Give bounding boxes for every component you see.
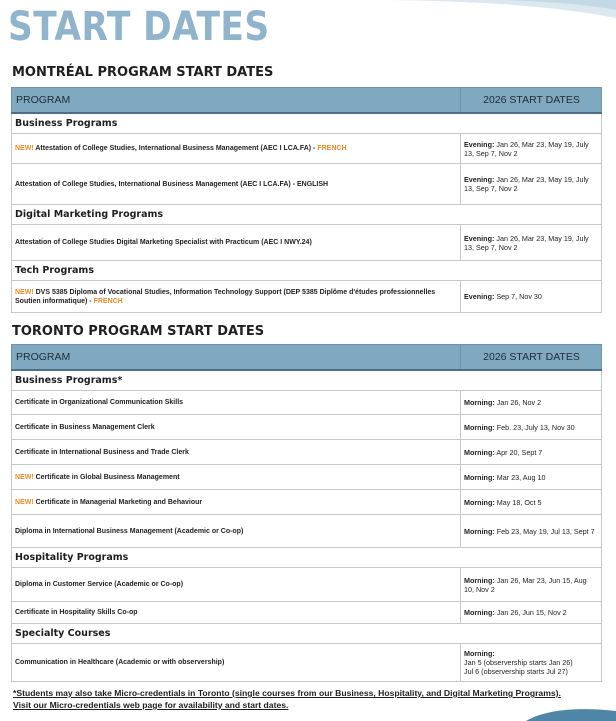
program-name: Certificate in Hospitality Skills Co-op [15, 609, 138, 616]
program-name-cell [12, 465, 461, 490]
start-dates-text: Jan 26, Mar 23, May 19, July 13, Sep 7, Nov 2 [464, 233, 589, 252]
start-dates-cell [461, 225, 602, 261]
program-name: Certificate in Global Business Management [35, 473, 180, 481]
schedule-label: Morning: [464, 398, 495, 407]
schedule-label: Morning: [464, 526, 495, 536]
program-name: Certificate in Business Management Clerk [15, 423, 155, 431]
program-row [12, 164, 602, 205]
category-label: Business Programs* [12, 370, 602, 391]
program-row [12, 225, 602, 261]
start-dates-text: Jan 26, Mar 23, May 19, July 13, Sep 7, Nov 2 [464, 139, 589, 158]
start-dates-text: Sep 7, Nov 30 [496, 292, 542, 301]
program-name: Certificate in Managerial Marketing and Behaviour [35, 498, 203, 506]
schedule-label: Morning: [464, 649, 495, 658]
program-row [12, 515, 602, 548]
category-row [12, 261, 602, 281]
start-dates-text: Feb 23, May 19, Jul 13, Sept 7 [496, 526, 595, 536]
decorative-swoosh-top [386, 0, 616, 18]
program-name: Attestation of College Studies, International Business Management (AEC I LCA.FA) - [35, 145, 318, 152]
program-name-cell [12, 644, 461, 682]
program-name: DVS 5385 Diploma of Vocational Studies, Information Technology Support (DEP 5385 Diplôme d'études professionnelles Soutien informatique) - [15, 288, 436, 305]
footnote [13, 687, 613, 711]
start-dates-cell [461, 281, 602, 313]
language-tag: FRENCH [317, 145, 347, 152]
program-name-cell [12, 415, 461, 440]
start-dates-cell [461, 490, 602, 515]
program-name-cell [12, 602, 461, 624]
program-name: Certificate in Organizational Communication Skills [15, 399, 184, 406]
montreal-table-body [12, 113, 602, 313]
new-badge: NEW! [15, 288, 34, 296]
start-dates-line: Jan 5 (observership starts Jan 26) [464, 658, 573, 667]
schedule-label: Morning: [464, 497, 495, 507]
start-dates-column-header: 2026 START DATES [461, 345, 602, 371]
toronto-table-body [12, 370, 602, 682]
category-label: Tech Programs [12, 261, 602, 281]
montreal-heading: MONTRÉAL PROGRAM START DATES [12, 65, 274, 80]
start-dates-text: Jan 26, Nov 2 [496, 398, 542, 407]
start-dates-cell [461, 602, 602, 624]
category-row [12, 624, 602, 644]
program-name-cell [12, 490, 461, 515]
category-row [12, 548, 602, 568]
micro-credentials-link[interactable]: Visit our Micro-credentials web page for availability and start dates. [13, 700, 289, 710]
program-column-header: PROGRAM [12, 345, 461, 371]
start-dates-cell [461, 568, 602, 602]
category-label: Business Programs [12, 113, 602, 134]
program-name-cell [12, 164, 461, 205]
footnote-line-1: *Students may also take Micro-credentials in Toronto (single courses from our Business, Hospitality, and Digital Marketing Programs). [13, 688, 561, 698]
language-tag: FRENCH [93, 297, 123, 305]
program-name-cell [12, 440, 461, 465]
start-dates-cell [461, 415, 602, 440]
start-dates-cell [461, 164, 602, 205]
schedule-label: Morning: [464, 472, 495, 482]
start-dates-cell [461, 644, 602, 682]
program-name: Attestation of College Studies Digital Marketing Specialist with Practicum (AEC I NWY.24) [15, 239, 312, 246]
new-badge: NEW! [15, 145, 34, 152]
montreal-schedule-table [11, 87, 602, 313]
category-row [12, 205, 602, 225]
program-name: Communication in Healthcare (Academic or with observership) [15, 659, 225, 666]
category-label: Hospitality Programs [12, 548, 602, 568]
program-name: Attestation of College Studies, International Business Management (AEC I LCA.FA) - ENGLISH [15, 180, 329, 188]
program-name: Diploma in International Business Management (Academic or Co-op) [15, 527, 244, 535]
program-row [12, 602, 602, 624]
new-badge: NEW! [15, 473, 34, 481]
start-dates-text: May 18, Oct 5 [496, 497, 542, 507]
schedule-label: Evening: [464, 175, 495, 184]
toronto-schedule-table [11, 344, 602, 682]
program-name-cell [12, 225, 461, 261]
program-name-cell [12, 568, 461, 602]
program-name-cell [12, 391, 461, 415]
schedule-label: Morning: [464, 447, 495, 457]
toronto-heading: TORONTO PROGRAM START DATES [12, 324, 265, 339]
new-badge: NEW! [15, 498, 34, 506]
schedule-label: Evening: [464, 233, 495, 243]
program-column-header: PROGRAM [12, 88, 461, 114]
start-dates-text: Jan 26, Jun 15, Nov 2 [496, 608, 567, 617]
start-dates-text: Feb. 23, July 13, Nov 30 [496, 422, 575, 432]
schedule-label: Morning: [464, 575, 495, 585]
start-dates-cell [461, 391, 602, 415]
category-label: Specialty Courses [12, 624, 602, 644]
schedule-label: Evening: [464, 292, 495, 301]
program-row [12, 644, 602, 682]
program-row [12, 415, 602, 440]
decorative-swoosh-bottom [526, 707, 616, 721]
start-dates-cell [461, 134, 602, 164]
start-dates-cell [461, 440, 602, 465]
program-row [12, 391, 602, 415]
start-dates-line: Jul 6 (observership starts Jul 27) [464, 667, 568, 676]
start-dates-cell [461, 515, 602, 548]
start-dates-cell [461, 465, 602, 490]
schedule-label: Morning: [464, 608, 495, 617]
start-dates-text: Jan 26, Mar 23, May 19, July 13, Sep 7, Nov 2 [464, 175, 589, 193]
schedule-label: Evening: [464, 139, 495, 149]
program-row [12, 465, 602, 490]
program-name-cell [12, 134, 461, 164]
program-row [12, 490, 602, 515]
program-name-cell [12, 515, 461, 548]
schedule-label: Morning: [464, 422, 495, 432]
program-row [12, 568, 602, 602]
program-row [12, 134, 602, 164]
program-row [12, 281, 602, 313]
category-row [12, 370, 602, 391]
program-row [12, 440, 602, 465]
start-dates-text: Jan 26, Mar 23, Jun 15, Aug 10, Nov 2 [464, 575, 587, 594]
start-dates-column-header: 2026 START DATES [461, 88, 602, 114]
category-label: Digital Marketing Programs [12, 205, 602, 225]
program-name-cell [12, 281, 461, 313]
category-row [12, 113, 602, 134]
program-name: Diploma in Customer Service (Academic or Co-op) [15, 581, 184, 588]
start-dates-text: Apr 20, Sept 7 [496, 447, 543, 457]
program-name: Certificate in International Business and Trade Clerk [15, 448, 189, 456]
start-dates-text: Mar 23, Aug 10 [496, 472, 546, 482]
page-title: START DATES [8, 4, 270, 50]
